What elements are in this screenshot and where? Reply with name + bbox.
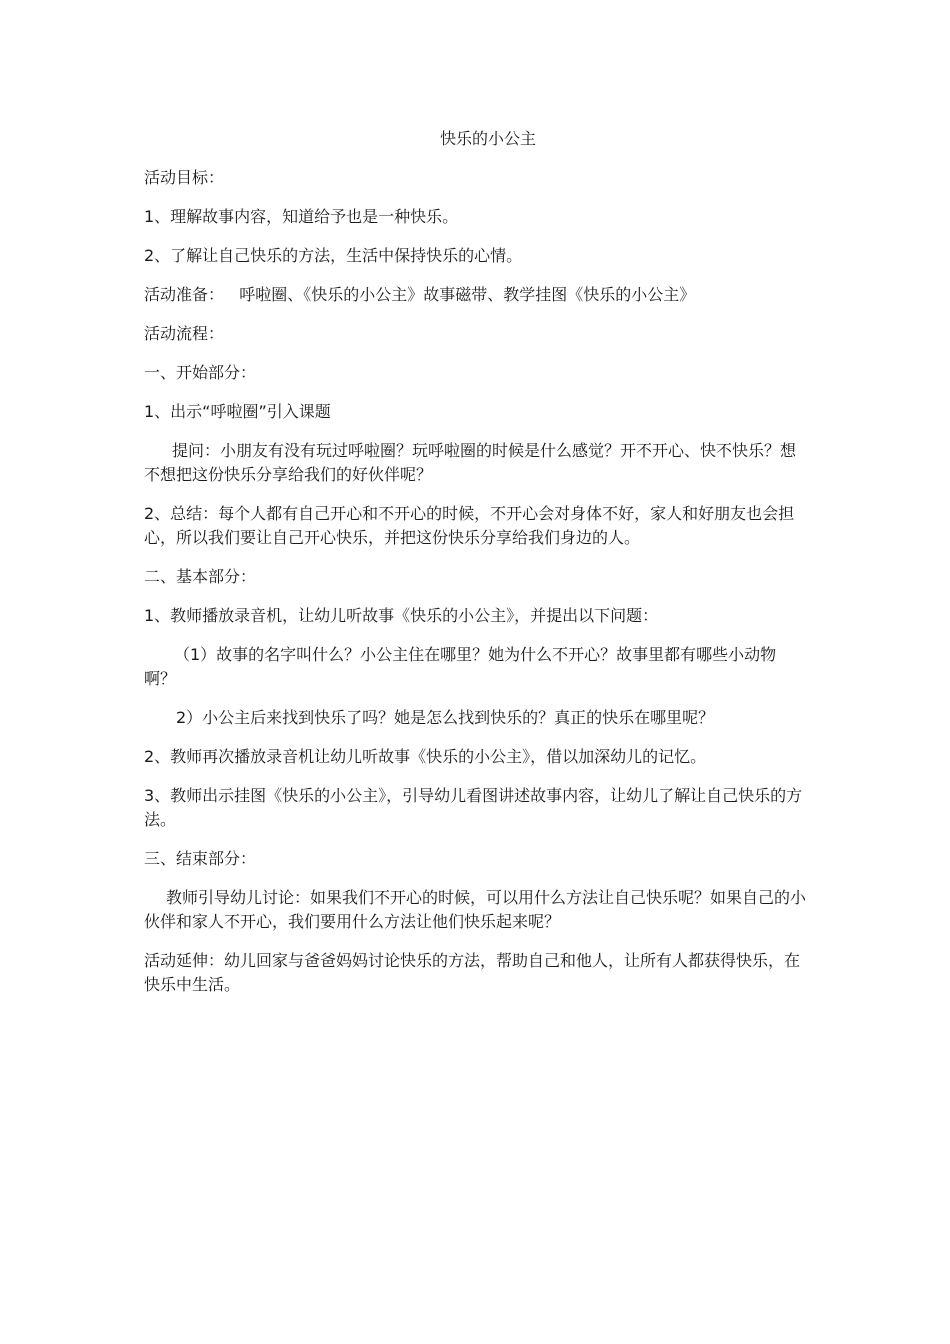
part-heading-end: 三、结束部分： [144,849,257,868]
part-heading-basic: 二、基本部分： [144,567,257,586]
part-heading-start: 一、开始部分： [144,363,257,382]
preparation-line: 活动准备： 呼啦圈、《快乐的小公主》故事磁带、教学挂图《快乐的小公主》 [144,285,696,304]
basic-step-1: 1、教师播放录音机，让幼儿听故事《快乐的小公主》，并提出以下问题： [144,606,659,625]
goal-item-2: 2、了解让自己快乐的方法，生活中保持快乐的心情。 [144,246,523,265]
section-heading-process: 活动流程： [144,324,225,343]
start-step-2-summary: 2、总结：每个人都有自己开心和不开心的时候，不开心会对身体不好，家人和好朋友也会担心，所以我们要让自己开心快乐，并把这份快乐分享给我们身边的人。 [144,504,795,547]
goal-item-1: 1、理解故事内容，知道给予也是一种快乐。 [144,207,459,226]
start-question: 提问：小朋友有没有玩过呼啦圈？玩呼啦圈的时候是什么感觉？开不开心、快不快乐？想不想把这份快乐分享给我们的好伙伴呢？ [144,441,797,484]
basic-step-2: 2、教师再次播放录音机让幼儿听故事《快乐的小公主》，借以加深幼儿的记忆。 [144,747,707,766]
document-title: 快乐的小公主 [439,129,536,148]
start-step-1: 1、出示“呼啦圈”引入课题 [144,402,331,421]
end-discussion: 教师引导幼儿讨论：如果我们不开心的时候，可以用什么方法让自己快乐呢？如果自己的小伙伴和家人不开心，我们要用什么方法让他们快乐起来呢？ [144,888,807,931]
document-body [144,127,808,1012]
activity-extension: 活动延伸：幼儿回家与爸爸妈妈讨论快乐的方法，帮助自己和他人，让所有人都获得快乐，在快乐中生活。 [144,951,801,994]
section-heading-goals: 活动目标： [144,168,225,187]
basic-question-1: （1）故事的名字叫什么？小公主住在哪里？她为什么不开心？故事里都有哪些小动物啊？ [144,645,777,688]
basic-step-3: 3、教师出示挂图《快乐的小公主》，引导幼儿看图讲述故事内容，让幼儿了解让自己快乐的方法。 [144,786,803,829]
basic-question-2: 2）小公主后来找到快乐了吗？她是怎么找到快乐的？真正的快乐在哪里呢？ [176,708,715,727]
